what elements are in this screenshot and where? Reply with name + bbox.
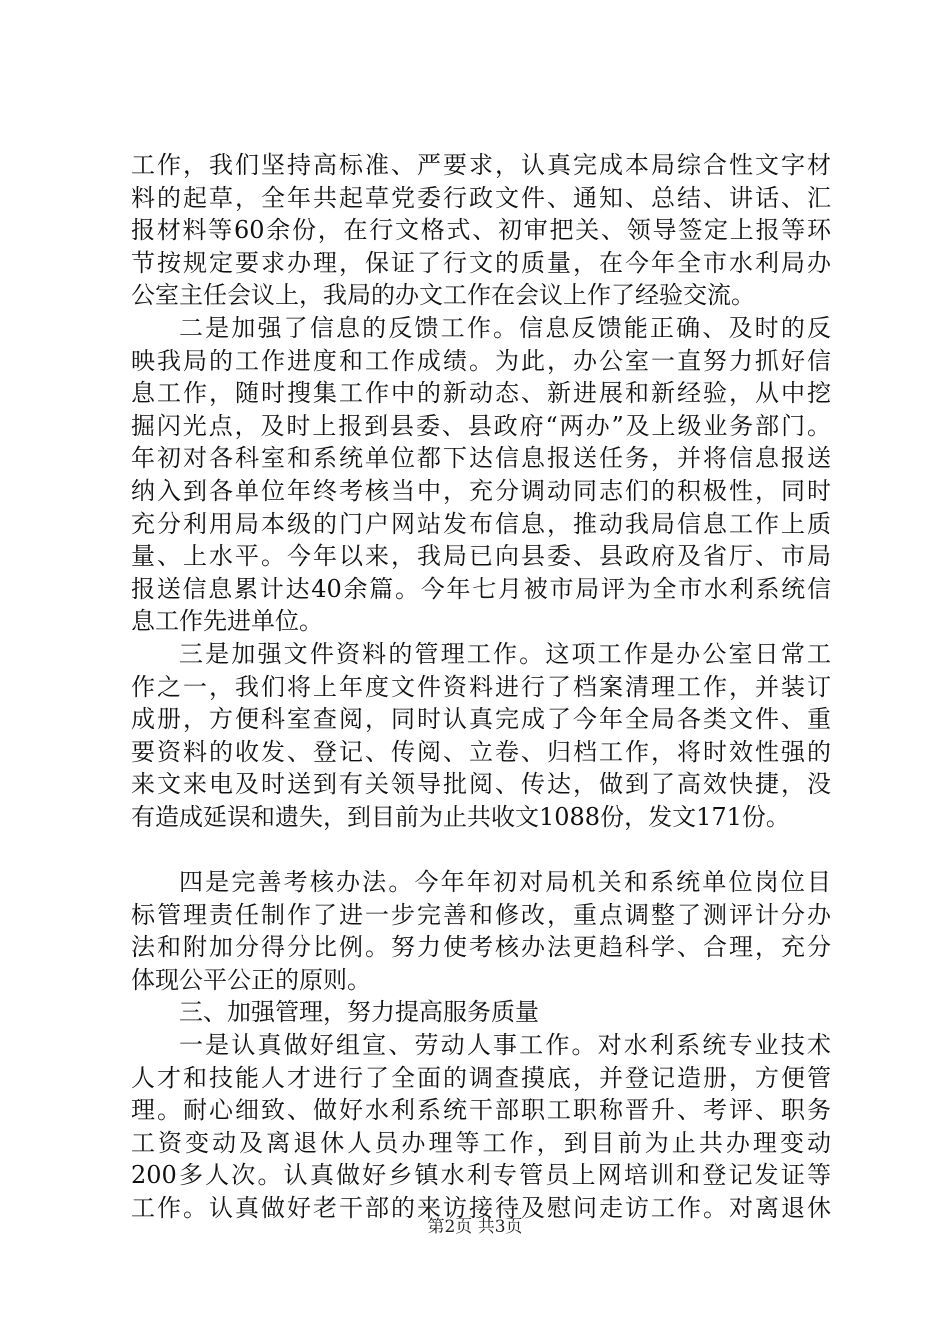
text-line: 掘闪光点，及时上报到县委、县政府“两办”及上级业务部门。	[131, 411, 831, 440]
page-footer	[0, 1215, 950, 1239]
text-line: 息工作先进单位。	[131, 607, 323, 636]
text-line: 纳入到各单位年终考核当中，充分调动同志们的积极性，同时	[131, 476, 831, 505]
text-line: 理。耐心细致、做好水利系统干部职工职称晋升、考评、职务	[131, 1096, 831, 1125]
text-line: 年初对各科室和系统单位都下达信息报送任务，并将信息报送	[131, 444, 831, 473]
text-line: 映我局的工作进度和工作成绩。为此，办公室一直努力抓好信	[131, 346, 831, 375]
text-line: 量、上水平。今年以来，我局已向县委、县政府及省厅、市局	[131, 542, 831, 571]
text-line: 三是加强文件资料的管理工作。这项工作是办公室日常工	[179, 639, 831, 668]
text-line: 工作，我们坚持高标准、严要求，认真完成本局综合性文字材	[131, 151, 831, 179]
text-line: 作之一，我们将上年度文件资料进行了档案清理工作，并装订	[131, 672, 831, 701]
text-line: 要资料的收发、登记、传阅、立卷、归档工作，将时效性强的	[131, 737, 831, 766]
text-line: 法和附加分得分比例。努力使考核办法更趋科学、合理，充分	[131, 933, 831, 962]
text-line: 体现公平公正的原则。	[131, 965, 371, 994]
paragraph-gap	[131, 833, 831, 866]
text-line: 工作。认真做好老干部的来访接待及慰问走访工作。对离退休	[131, 1194, 831, 1222]
text-line: 报材料等60余份，在行文格式、初审把关、领导签定上报等环	[131, 216, 831, 245]
text-line: 标管理责任制作了进一步完善和修改，重点调整了测评计分办	[131, 900, 831, 929]
text-line: 二是加强了信息的反馈工作。信息反馈能正确、及时的反	[179, 313, 831, 342]
text-line: 有造成延误和遗失，到目前为止共收文1088份，发文171份。	[131, 802, 790, 831]
text-line: 料的起草，全年共起草党委行政文件、通知、总结、讲话、汇	[131, 183, 831, 212]
page-number-label: 第2页 共3页	[427, 1217, 523, 1237]
text-line: 三、加强管理，努力提高服务质量	[179, 998, 539, 1027]
text-line: 200多人次。认真做好乡镇水利专管员上网培训和登记发证等	[131, 1161, 831, 1190]
text-line: 工资变动及离退休人员办理等工作，到目前为止共办理变动	[131, 1128, 831, 1157]
text-line: 息工作，随时搜集工作中的新动态、新进展和新经验，从中挖	[131, 379, 831, 408]
text-line: 节按规定要求办理，保证了行文的质量，在今年全市水利局办	[131, 248, 831, 277]
text-line: 四是完善考核办法。今年年初对局机关和系统单位岗位目	[179, 868, 831, 897]
text-line: 公室主任会议上，我局的办文工作在会议上作了经验交流。	[131, 281, 755, 310]
text-line: 来文来电及时送到有关领导批阅、传达，做到了高效快捷，没	[131, 770, 831, 799]
text-line: 一是认真做好组宣、劳动人事工作。对水利系统专业技术	[179, 1031, 831, 1060]
text-line: 成册，方便科室查阅，同时认真完成了今年全局各类文件、重	[131, 705, 831, 734]
text-line: 充分利用局本级的门户网站发布信息，推动我局信息工作上质	[131, 509, 831, 538]
text-line: 人才和技能人才进行了全面的调查摸底，并登记造册，方便管	[131, 1063, 831, 1092]
text-line: 报送信息累计达40余篇。今年七月被市局评为全市水利系统信	[131, 574, 831, 603]
document-body	[131, 149, 831, 1225]
